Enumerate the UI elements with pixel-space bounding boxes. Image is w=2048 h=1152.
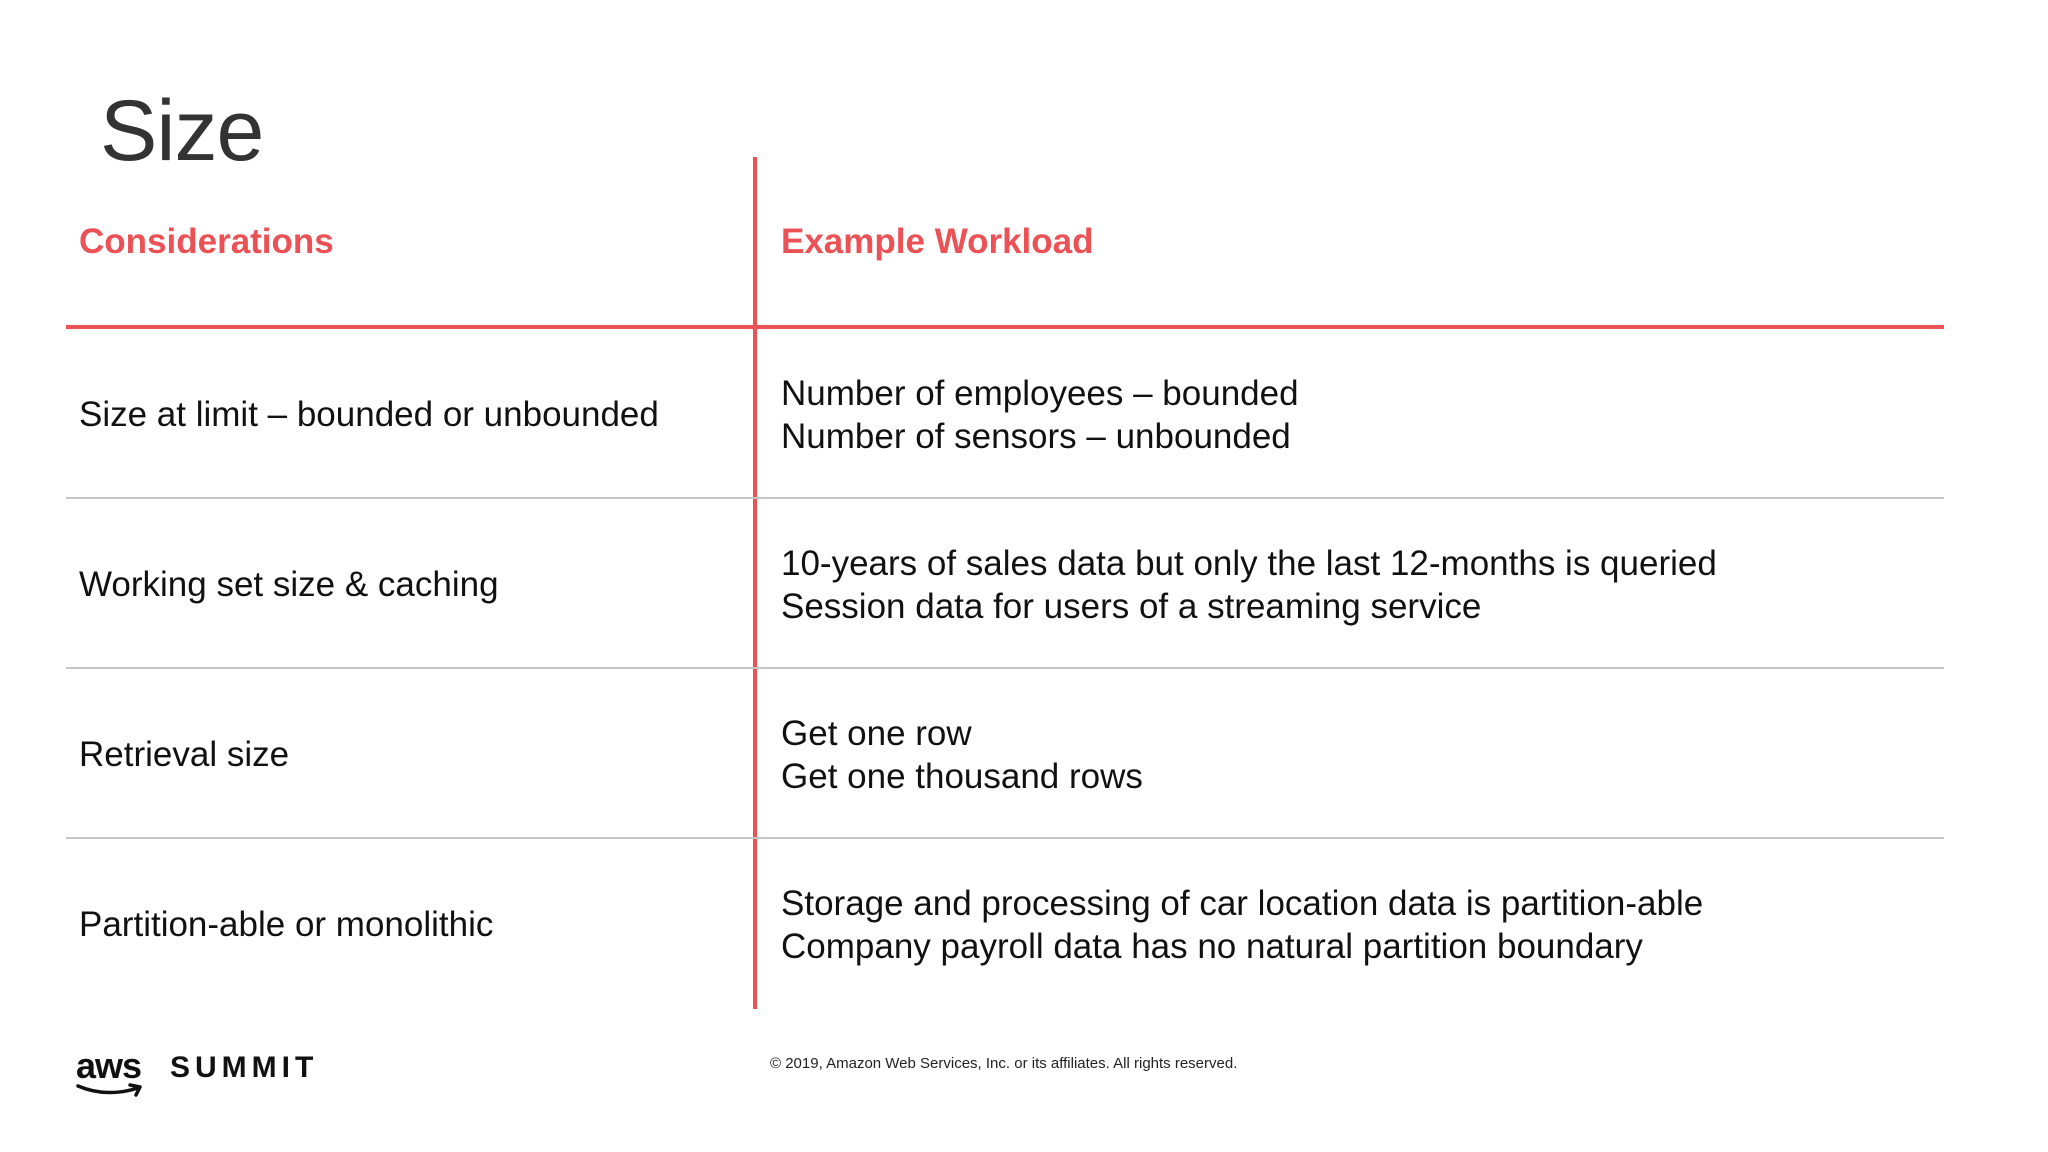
row-divider <box>66 497 1944 499</box>
example-cell <box>781 670 1931 840</box>
example-line: Number of employees – bounded <box>781 374 1299 413</box>
header-divider <box>66 325 1944 329</box>
aws-logo-text: aws <box>76 1045 142 1086</box>
example-line: Storage and processing of car location data is partition-able <box>781 884 1704 923</box>
example-line: Company payroll data has no natural partition boundary <box>781 927 1643 966</box>
example-cell <box>781 840 1931 1010</box>
row-divider <box>66 667 1944 669</box>
summit-logo-text: SUMMIT <box>170 1051 319 1084</box>
example-line: Session data for users of a streaming service <box>781 587 1482 626</box>
example-line: Get one row <box>781 714 972 753</box>
example-line: Number of sensors – unbounded <box>781 417 1291 456</box>
consideration-cell: Size at limit – bounded or unbounded <box>79 395 659 434</box>
table-row <box>0 500 2048 670</box>
example-cell <box>781 330 1931 500</box>
row-divider <box>66 837 1944 839</box>
aws-summit-logo <box>76 1046 336 1106</box>
header-considerations: Considerations <box>79 222 334 261</box>
consideration-cell: Partition-able or monolithic <box>79 905 494 944</box>
consideration-cell: Working set size & caching <box>79 565 499 604</box>
copyright-notice: © 2019, Amazon Web Services, Inc. or its affiliates. All rights reserved. <box>770 1055 1238 1072</box>
page-title: Size <box>100 83 264 179</box>
table-row <box>0 670 2048 840</box>
example-cell <box>781 500 1931 670</box>
header-example-workload: Example Workload <box>781 222 1094 261</box>
table-row <box>0 840 2048 1010</box>
example-line: 10-years of sales data but only the last 12-months is queried <box>781 544 1717 583</box>
table-row <box>0 330 2048 500</box>
aws-smile-icon <box>76 1082 156 1100</box>
consideration-cell: Retrieval size <box>79 735 290 774</box>
example-line: Get one thousand rows <box>781 757 1143 796</box>
table-header <box>0 220 2048 280</box>
